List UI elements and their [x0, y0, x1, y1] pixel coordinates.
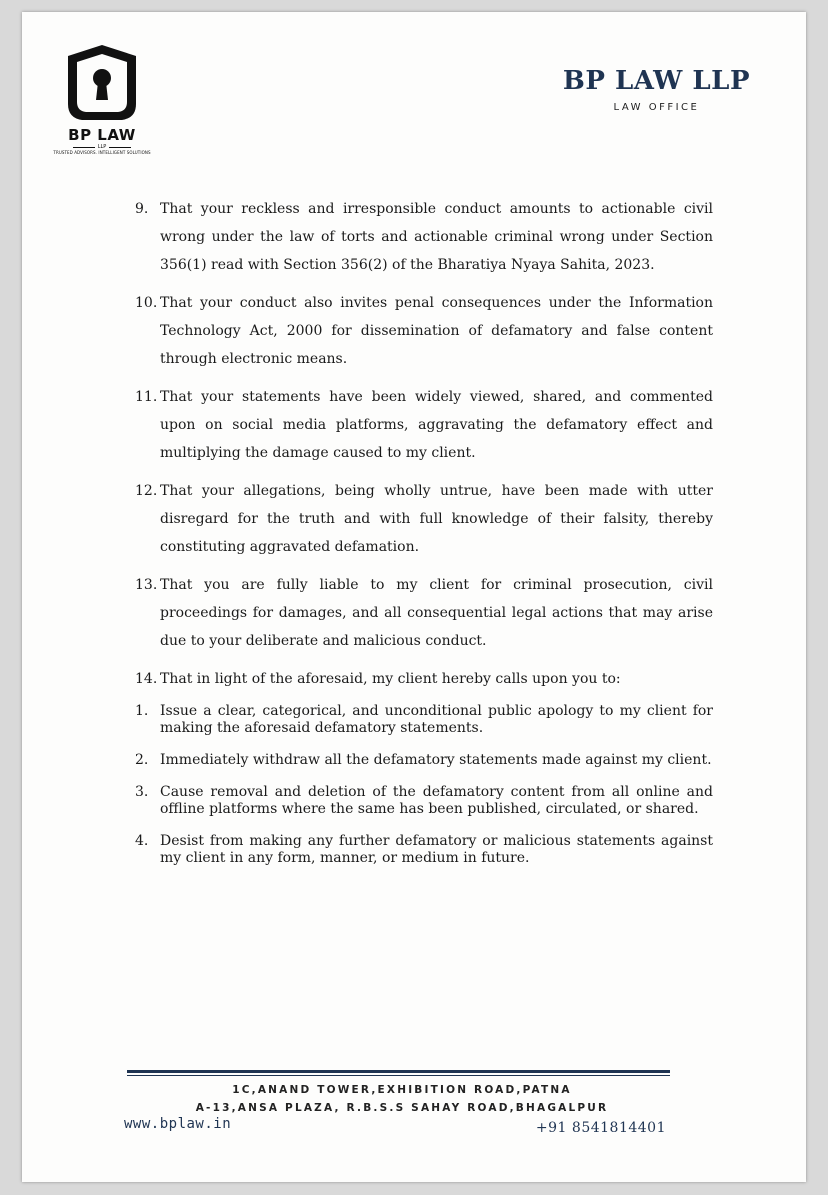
firm-subtitle: LAW OFFICE	[613, 102, 700, 113]
footer-address-bhagalpur: A-13,ANSA PLAZA, R.B.S.S SAHAY ROAD,BHAGALPUR	[195, 1102, 609, 1114]
logo-wordmark: BP LAW	[68, 126, 136, 144]
paragraph	[135, 289, 713, 373]
paragraph	[135, 571, 713, 655]
paragraph-text: That your allegations, being wholly untrue, have been made with utter disregard for the truth and with full knowledge of their falsity, thereby constituting aggravated defamation.	[160, 483, 713, 555]
letterhead-page	[22, 12, 806, 1182]
paragraph	[135, 477, 713, 561]
list-item	[135, 752, 713, 769]
firm-header	[563, 66, 750, 113]
footer-website: www.bplaw.in	[124, 1116, 232, 1132]
paragraph-number: 9.	[135, 201, 149, 217]
list-item-number: 1.	[135, 703, 149, 719]
keyhole-shield-icon	[60, 42, 144, 124]
list-item-number: 2.	[135, 752, 149, 768]
list-item-text: Desist from making any further defamatory or malicious statements against my client in any form, manner, or medium in future.	[160, 833, 713, 866]
logo-llp: LLP	[42, 144, 162, 150]
list-item-number: 3.	[135, 784, 149, 800]
list-item-number: 4.	[135, 833, 149, 849]
paragraph	[135, 665, 713, 693]
demands-list	[135, 703, 713, 867]
paragraph	[135, 383, 713, 467]
paragraph-text: That in light of the aforesaid, my client hereby calls upon you to:	[160, 671, 621, 687]
paragraph-text: That your conduct also invites penal consequences under the Information Technology Act, 2000 for dissemination of defamatory and false content through electronic means.	[160, 295, 713, 367]
paragraph-text: That your statements have been widely viewed, shared, and commented upon on social media platforms, aggravating the defamatory effect and multiplying the damage caused to my client.	[160, 389, 713, 461]
list-item	[135, 703, 713, 737]
paragraph-number: 12.	[135, 483, 158, 499]
paragraph-text: That you are fully liable to my client for criminal prosecution, civil proceedings for damages, and all consequential legal actions that may arise due to your deliberate and malicious conduct.	[160, 577, 713, 649]
paragraph-number: 13.	[135, 577, 158, 593]
footer-address-patna: 1C,ANAND TOWER,EXHIBITION ROAD,PATNA	[232, 1084, 572, 1096]
paragraph-text: That your reckless and irresponsible conduct amounts to actionable civil wrong under the law of torts and actionable criminal wrong under Section 356(1) read with Section 356(2) of the Bharatiya Nyaya Sahita, 2023.	[160, 201, 713, 273]
firm-logo	[42, 42, 162, 156]
letter-body	[135, 195, 713, 882]
list-item-text: Issue a clear, categorical, and unconditional public apology to my client for making the aforesaid defamatory statements.	[160, 703, 713, 736]
paragraph-number: 10.	[135, 295, 158, 311]
paragraph-number: 11.	[135, 389, 158, 405]
paragraph-number: 14.	[135, 671, 158, 687]
logo-tagline: TRUSTED ADVISORS. INTELLIGENT SOLUTIONS	[53, 150, 151, 155]
list-item	[135, 784, 713, 818]
list-item	[135, 833, 713, 867]
footer-divider	[127, 1070, 670, 1073]
footer-divider-thin	[127, 1075, 670, 1076]
list-item-text: Cause removal and deletion of the defamatory content from all online and offline platforms where the same has been published, circulated, or shared.	[160, 784, 713, 817]
firm-name: BP LAW LLP	[562, 66, 750, 96]
footer-phone: +91 8541814401	[535, 1120, 666, 1136]
paragraph	[135, 195, 713, 279]
list-item-text: Immediately withdraw all the defamatory statements made against my client.	[160, 752, 712, 768]
